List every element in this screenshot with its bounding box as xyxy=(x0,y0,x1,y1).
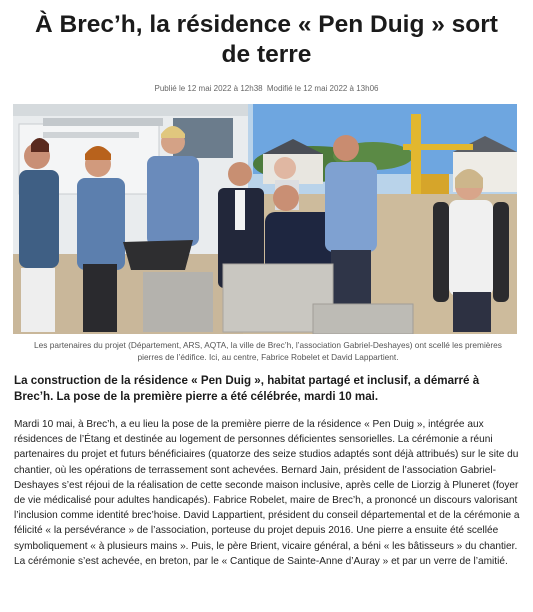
article-photo xyxy=(13,104,517,334)
article-title: À Brec’h, la résidence « Pen Duig » sort de terre xyxy=(35,11,498,68)
article-dates xyxy=(0,84,533,93)
article-body: Mardi 10 mai, à Brec’h, a eu lieu la pose de la première pierre de la résidence « Pen Duig », intégrée aux résidences de l’Étang et destinée au logement de personnes déficientes sensorielles. La cérémonie a réuni partenaires du projet et futurs bénéficiaires (quatorze des seize studios adaptés sont déjà attribués) sur le site du chantier, où les opérations de terrassement sont achevées. Bernard Jain, président de l’association Gabriel-Deshayes s’est réjoui de la réalisation de cette seconde maison inclusive, après celle de Liorzig à Pluneret (foyer de vie médicalisé pour adultes handicapés). Fabrice Robelet, maire de Brec’h, a prononcé un discours valorisant l’inclusion comme identité brec’hoise. David Lappartient, président du conseil départemental et de la cérémonie a félicité « la persévérance » de l’association, porteuse du projet depuis 2016. Une pierre a ensuite été scellée symboliquement « à plusieurs mains ». Puis, le père Brient, vicaire général, a béni « les bâtisseurs » du chantier. La cérémonie s’est achevée, en breton, par le « Cantique de Sainte-Anne d’Auray » et par un verre de l’amitié. xyxy=(14,419,520,567)
article-lead: La construction de la résidence « Pen Duig », habitat partagé et inclusif, a démarré à Brec’h. La pose de la première pierre a été célébrée, mardi 10 mai. xyxy=(14,374,480,403)
published-date: Publié le 12 mai 2022 à 12h38 xyxy=(154,84,263,93)
modified-date: Modifié le 12 mai 2022 à 13h06 xyxy=(266,84,379,93)
ceremony-photo xyxy=(13,104,517,334)
photo-caption: Les partenaires du projet (Département, ARS, AQTA, la ville de Brec’h, l’association Gabriel-Deshayes) ont scellé les premières pierres de l’édifice. Ici, au centre, Fabrice Robelet et David Lappartient. xyxy=(34,340,502,362)
